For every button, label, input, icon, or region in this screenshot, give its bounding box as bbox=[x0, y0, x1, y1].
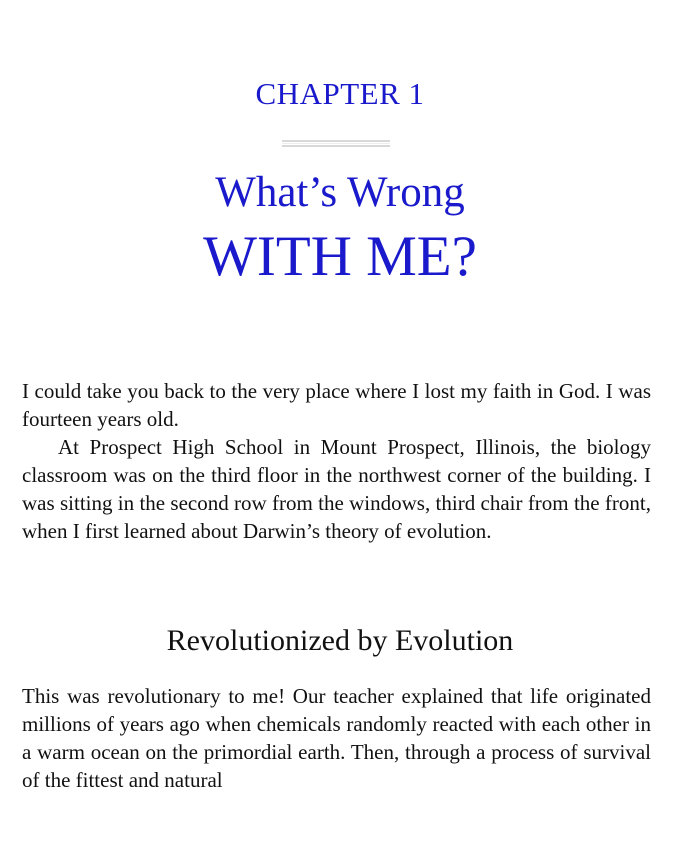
chapter-title-line-2: WITH ME? bbox=[203, 225, 477, 288]
chapter-divider-ornament bbox=[282, 140, 390, 147]
paragraph-3: This was revolutionary to me! Our teacher explained that life originated millions of years ago when chemicals randomly reacted with each other in a warm ocean on the primordial earth. Then, through a process of survival of the fittest and natural bbox=[22, 684, 651, 792]
section-heading: Revolutionized by Evolution bbox=[166, 624, 514, 657]
paragraph-2: At Prospect High School in Mount Prospect, Illinois, the biology classroom was on the third floor in the northwest corner of the building. I was sitting in the second row from the windows, third chair from the front, when I first learned about Darwin’s theory of evolution. bbox=[22, 435, 651, 543]
paragraph-1: I could take you back to the very place where I lost my faith in God. I was fourteen years old. bbox=[22, 379, 651, 431]
chapter-label: CHAPTER 1 bbox=[255, 76, 425, 111]
chapter-title-line-1: What’s Wrong bbox=[215, 169, 465, 216]
